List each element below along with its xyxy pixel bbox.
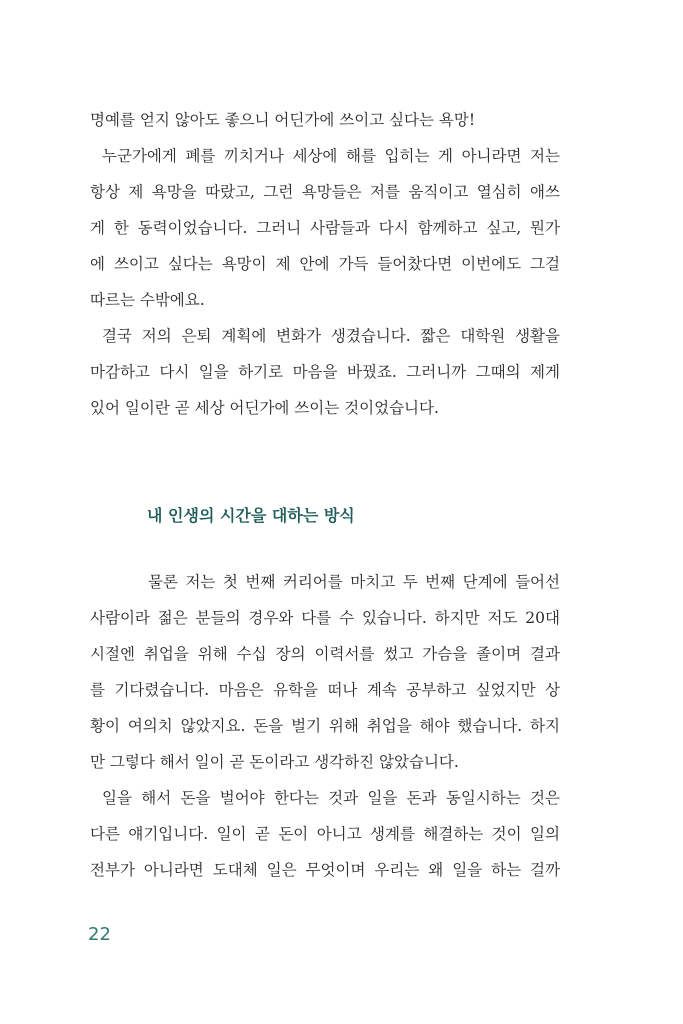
text-line: 항상 제 욕망을 따랐고, 그런 욕망들은 저를 움직이고 열심히 애쓰 [90,183,560,201]
text-line: 게 한 동력이었습니다. 그러니 사람들과 다시 함께하고 싶고, 뭔가 [90,219,560,237]
page-number: 22 [88,924,111,945]
text-line: 황이 여의치 않았지요. 돈을 벌기 위해 취업을 해야 했습니다. 하지 [90,717,560,735]
text-line: 누군가에게 폐를 끼치거나 세상에 해를 입히는 게 아니라면 저는 [102,147,560,165]
text-line: 물론 저는 첫 번째 커리어를 마치고 두 번째 단계에 들어선 [148,573,560,591]
text-line: 결국 저의 은퇴 계획에 변화가 생겼습니다. 짧은 대학원 생활을 [102,327,560,345]
text-line: 만 그렇다 해서 일이 곧 돈이라고 생각하진 않았습니다. [90,753,459,771]
text-line: 에 쓰이고 싶다는 욕망이 제 안에 가득 들어찼다면 이번에도 그걸 [90,255,560,273]
section-heading: 내 인생의 시간을 대하는 방식 [147,506,355,525]
text-line: 를 기다렸습니다. 마음은 유학을 떠나 계속 공부하고 싶었지만 상 [90,681,560,699]
text-line: 명예를 얻지 않아도 좋으니 어딘가에 쓰이고 싶다는 욕망! [90,111,476,129]
text-line: 마감하고 다시 일을 하기로 마음을 바꿨죠. 그러니까 그때의 제게 [90,363,560,381]
text-line: 있어 일이란 곧 세상 어딘가에 쓰이는 것이었습니다. [90,399,439,417]
text-line: 따르는 수밖에요. [90,291,205,309]
text-line: 시절엔 취업을 위해 수십 장의 이력서를 썼고 가슴을 졸이며 결과 [90,645,560,663]
text-line: 다른 얘기입니다. 일이 곧 돈이 아니고 생계를 해결하는 것이 일의 [90,825,560,843]
text-line: 전부가 아니라면 도대체 일은 무엇이며 우리는 왜 일을 하는 걸까 [90,861,560,879]
text-line: 일을 해서 돈을 벌어야 한다는 것과 일을 돈과 동일시하는 것은 [102,789,560,807]
text-line: 사람이라 젊은 분들의 경우와 다를 수 있습니다. 하지만 저도 20대 [90,609,560,627]
